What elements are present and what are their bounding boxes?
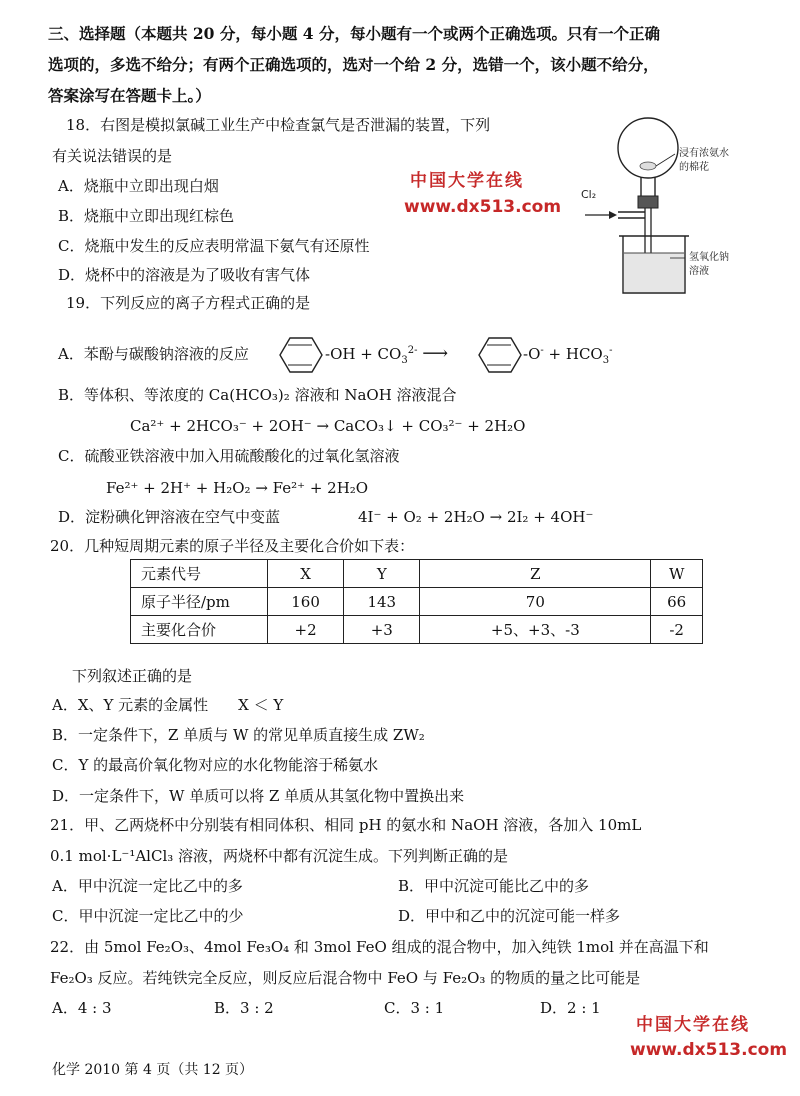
q21-option-c: C．甲中沉淀一定比乙中的少 xyxy=(52,907,244,925)
q20-option-d: D．一定条件下，W 单质可以将 Z 单质从其氢化物中置换出来 xyxy=(52,787,465,805)
section-instructions-line2: 选项的，多选不给分；有两个正确选项的，选对一个给 2 分，选错一个，该小题不给分， xyxy=(48,55,659,74)
q20-stem: 20．几种短周期元素的原子半径及主要化合价如下表： xyxy=(50,537,415,555)
q18-option-b: B．烧瓶中立即出现红棕色 xyxy=(58,207,235,225)
section-instructions-line3: 答案涂写在答题卡上。） xyxy=(48,86,211,105)
element-table xyxy=(130,559,703,644)
q19-a-reactant: $-OH + CO_3^{2-}$ ⟶ xyxy=(325,343,449,366)
q18-stem-line1: 18．右图是模拟氯碱工业生产中检查氯气是否泄漏的装置，下列 xyxy=(66,116,491,134)
table-cell: 原子半径/pm xyxy=(131,588,268,616)
table-header-cell: 元素代号 xyxy=(131,560,268,588)
apparatus-label-cotton-1: 浸有浓氨水 xyxy=(679,148,729,159)
table-header-cell: W xyxy=(651,560,703,588)
table-cell: 66 xyxy=(651,588,703,616)
q22-option-d: D．2 : 1 xyxy=(540,999,601,1017)
apparatus-label-cotton-2: 的棉花 xyxy=(679,162,709,173)
q22-option-c: C．3 : 1 xyxy=(384,999,445,1017)
q18-option-c: C．烧瓶中发生的反应表明常温下氨气有还原性 xyxy=(58,237,370,255)
apparatus-drawing xyxy=(575,108,775,298)
q19-option-d-equation: 4I⁻ + O₂ + 2H₂O → 2I₂ + 4OH⁻ xyxy=(358,508,594,526)
benzene-ring-icon xyxy=(477,336,523,374)
table-cell: 143 xyxy=(344,588,420,616)
q21-stem-line2: 0.1 mol·L⁻¹AlCl₃ 溶液，两烧杯中都有沉淀生成。下列判断正确的是 xyxy=(50,847,509,865)
q21-option-d: D．甲中和乙中的沉淀可能一样多 xyxy=(398,907,621,925)
table-row xyxy=(131,588,703,616)
q19-option-a-label: A．苯酚与碳酸钠溶液的反应 xyxy=(58,345,249,363)
benzene-ring-icon xyxy=(278,336,324,374)
q22-stem-line2: Fe₂O₃ 反应。若纯铁完全反应，则反应后混合物中 FeO 与 Fe₂O₃ 的物质的量之比可能是 xyxy=(50,969,641,987)
apparatus-figure xyxy=(575,108,775,298)
q22-option-b: B．3 : 2 xyxy=(214,999,274,1017)
table-header-cell: Y xyxy=(344,560,420,588)
reaction-arrow-icon: ⟶ xyxy=(422,343,449,364)
q19-option-d: D．淀粉碘化钾溶液在空气中变蓝 xyxy=(58,508,281,526)
q18-option-d: D．烧杯中的溶液是为了吸收有害气体 xyxy=(58,266,311,284)
apparatus-label-naoh-1: 氢氧化钠 xyxy=(689,252,729,263)
q19-option-b: B．等体积、等浓度的 Ca(HCO₃)₂ 溶液和 NaOH 溶液混合 xyxy=(58,386,457,404)
q22-stem-line1: 22．由 5mol Fe₂O₃、4mol Fe₃O₄ 和 3mol FeO 组成的混合物中，加入纯铁 1mol 并在高温下和 xyxy=(50,938,709,956)
table-cell: +2 xyxy=(268,616,344,644)
page-footer: 化学 2010 第 4 页（共 12 页） xyxy=(52,1062,254,1078)
table-row xyxy=(131,616,703,644)
q18-option-a: A．烧瓶中立即出现白烟 xyxy=(58,177,219,195)
q19-stem: 19．下列反应的离子方程式正确的是 xyxy=(66,294,311,312)
table-header-cell: Z xyxy=(420,560,651,588)
table-cell: 160 xyxy=(268,588,344,616)
section-instructions-line1: 三、选择题（本题共 20 分，每小题 4 分，每小题有一个或两个正确选项。只有一个正确 xyxy=(48,24,660,43)
q21-option-a: A．甲中沉淀一定比乙中的多 xyxy=(52,877,243,895)
q20-option-a: A．X、Y 元素的金属性 X ＜ Y xyxy=(52,696,284,714)
table-header-cell: X xyxy=(268,560,344,588)
q21-stem-line1: 21．甲、乙两烧杯中分别装有相同体积、相同 pH 的氨水和 NaOH 溶液，各加入 10mL xyxy=(50,816,642,834)
q19-option-b-equation: Ca²⁺ + 2HCO₃⁻ + 2OH⁻ → CaCO₃↓ + CO₃²⁻ + 2H₂O xyxy=(130,417,526,435)
watermark-site-url: www.dx513.com xyxy=(404,197,562,217)
q19-a-product: $-O^- + HCO_3^-$ xyxy=(523,345,613,366)
q18-stem-line2: 有关说法错误的是 xyxy=(52,147,173,165)
q21-option-b: B．甲中沉淀可能比乙中的多 xyxy=(398,877,590,895)
table-cell: -2 xyxy=(651,616,703,644)
apparatus-label-naoh-2: 溶液 xyxy=(689,266,709,277)
apparatus-label-cl2: Cl₂ xyxy=(581,188,597,201)
q20-option-c: C．Y 的最高价氧化物对应的水化物能溶于稀氨水 xyxy=(52,756,379,774)
table-cell: +5、+3、-3 xyxy=(420,616,651,644)
q19-option-c-equation: Fe²⁺ + 2H⁺ + H₂O₂ → Fe²⁺ + 2H₂O xyxy=(106,479,369,497)
watermark-site-name: 中国大学在线 xyxy=(410,171,524,191)
q20-option-b: B．一定条件下，Z 单质与 W 的常见单质直接生成 ZW₂ xyxy=(52,726,425,744)
table-header-row xyxy=(131,560,703,588)
q20-lead: 下列叙述正确的是 xyxy=(72,667,193,685)
watermark-site-name: 中国大学在线 xyxy=(636,1015,750,1035)
watermark-site-url: www.dx513.com xyxy=(630,1040,788,1060)
table-cell: 70 xyxy=(420,588,651,616)
q22-option-a: A．4 : 3 xyxy=(52,999,112,1017)
table-cell: 主要化合价 xyxy=(131,616,268,644)
q19-option-c: C．硫酸亚铁溶液中加入用硫酸酸化的过氧化氢溶液 xyxy=(58,447,400,465)
table-cell: +3 xyxy=(344,616,420,644)
